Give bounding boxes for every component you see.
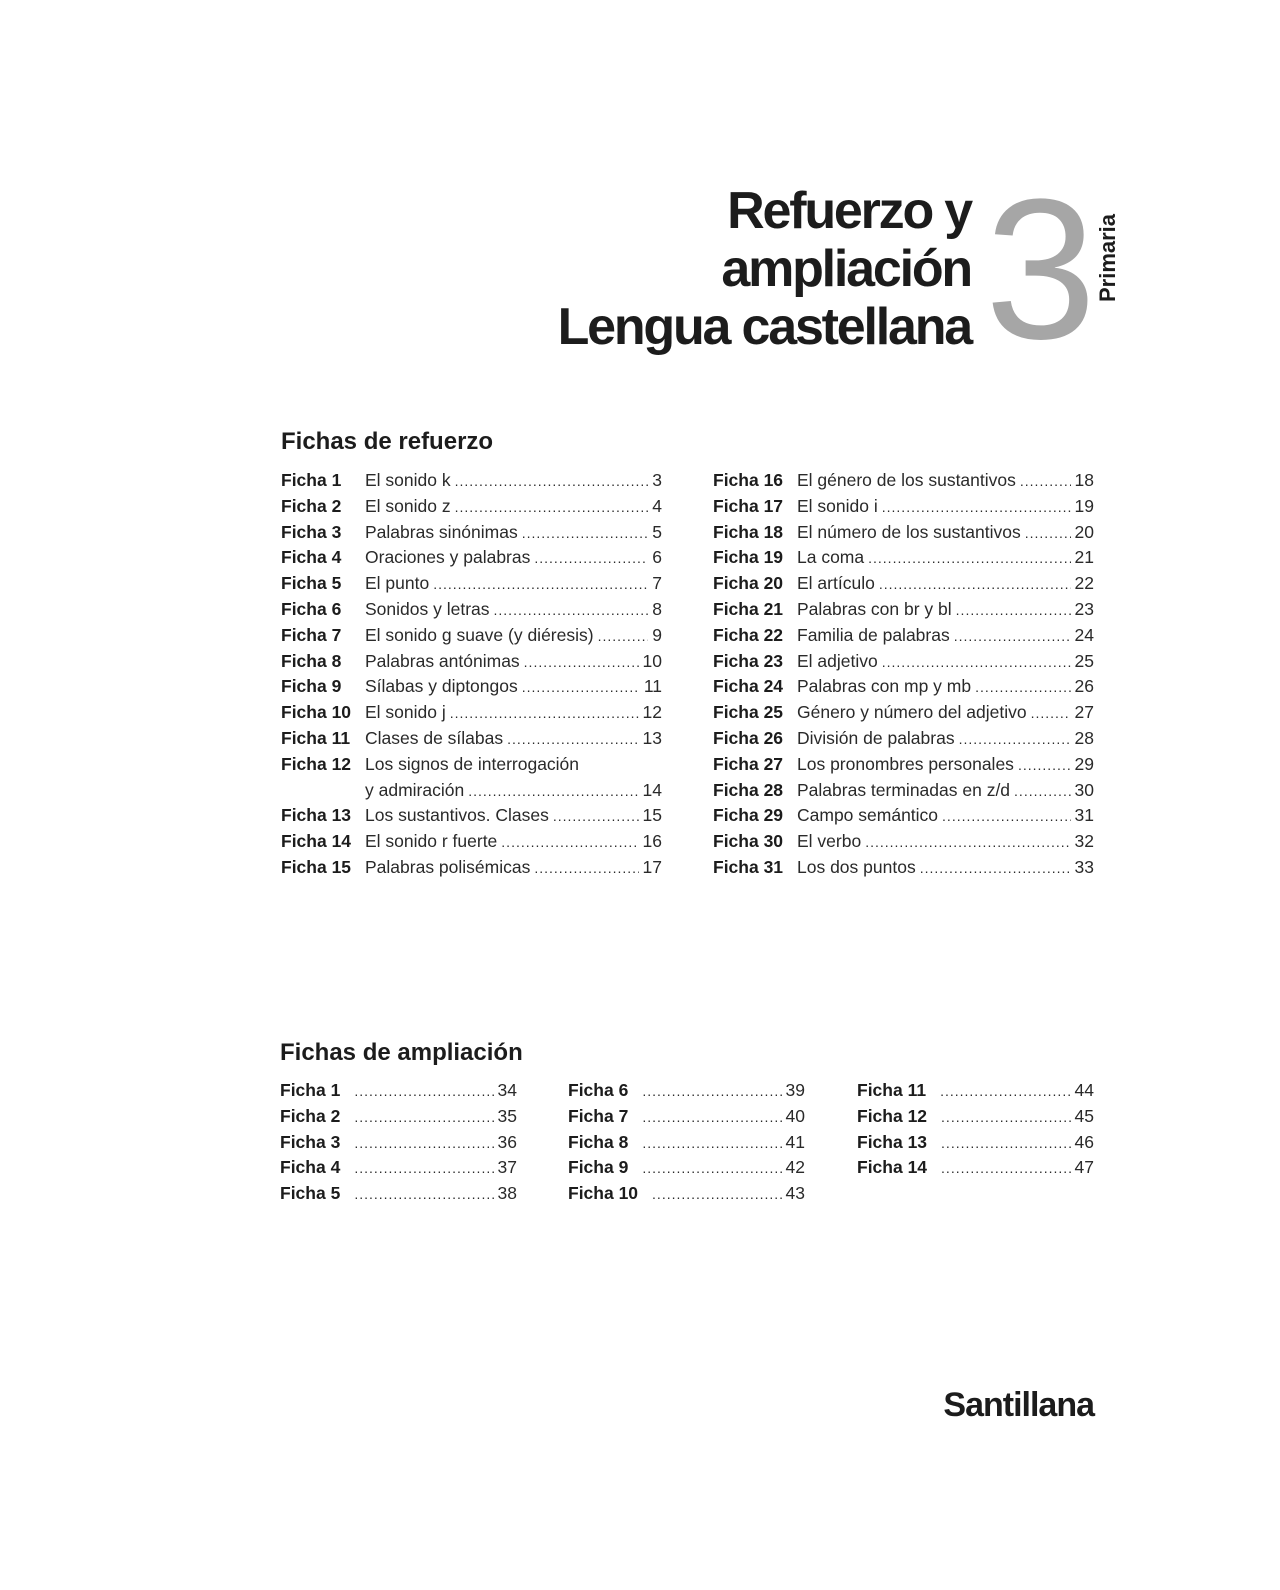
entry-label: Ficha 1 — [280, 1080, 341, 1100]
entry-label: Ficha 29 — [713, 805, 784, 826]
entry-label: Ficha 7 — [568, 1105, 629, 1126]
entry-title: Clases de sílabas — [365, 727, 504, 748]
toc-entry — [281, 623, 662, 649]
toc-entry — [281, 597, 662, 623]
toc-entry — [568, 1155, 805, 1181]
entry-label: Ficha 21 — [713, 598, 784, 619]
entry-label: Ficha 5 — [280, 1183, 341, 1204]
entry-page: 38 — [497, 1183, 517, 1204]
entry-page: 11 — [643, 676, 662, 697]
dot-leader — [1025, 521, 1071, 547]
toc-entry — [857, 1104, 1094, 1130]
entry-label: Ficha 7 — [281, 624, 342, 645]
dot-leader — [354, 1131, 493, 1157]
toc-entry — [713, 752, 1094, 778]
entry-label: Ficha 13 — [857, 1131, 928, 1152]
entry-page: 16 — [642, 831, 662, 852]
toc-entry — [281, 726, 662, 752]
toc-entry — [280, 1104, 517, 1130]
dot-leader — [882, 650, 1071, 676]
dot-leader — [455, 495, 649, 521]
entry-page: 37 — [497, 1157, 517, 1178]
entry-label: Ficha 6 — [568, 1080, 629, 1100]
toc-entry — [713, 545, 1094, 571]
entry-page: 21 — [1074, 547, 1094, 568]
dot-leader — [642, 1156, 781, 1182]
entry-title: Género y número del adjetivo — [797, 702, 1027, 723]
dot-leader — [553, 804, 639, 830]
entry-label: Ficha 16 — [713, 470, 784, 490]
toc-entry — [857, 1155, 1094, 1181]
toc-entry — [568, 1104, 805, 1130]
entry-page: 44 — [1074, 1080, 1094, 1100]
toc-entry — [713, 571, 1094, 597]
entry-title: El sonido i — [797, 495, 878, 516]
toc-entry — [713, 829, 1094, 855]
entry-page: 46 — [1074, 1131, 1094, 1152]
entry-title: Oraciones y palabras — [365, 547, 531, 568]
entry-label: Ficha 4 — [281, 547, 342, 568]
entry-label: Ficha 23 — [713, 650, 784, 671]
entry-title-continuation: y admiración — [365, 779, 465, 800]
entry-page: 24 — [1074, 624, 1094, 645]
toc-entry — [280, 1155, 517, 1181]
entry-title: Palabras con br y bl — [797, 598, 952, 619]
toc-entry — [713, 597, 1094, 623]
toc-entry-continuation — [281, 778, 662, 804]
entry-page: 5 — [652, 521, 662, 542]
dot-leader — [941, 1131, 1070, 1157]
toc-entry — [281, 520, 662, 546]
entry-label: Ficha 10 — [568, 1183, 639, 1204]
entry-page: 10 — [642, 650, 662, 671]
dot-leader — [468, 779, 638, 805]
toc-entry — [281, 649, 662, 675]
dot-leader — [868, 546, 1070, 572]
entry-title: El número de los sustantivos — [797, 521, 1021, 542]
toc-entry — [713, 494, 1094, 520]
dot-leader — [494, 598, 649, 624]
entry-page: 36 — [497, 1131, 517, 1152]
dot-leader — [1018, 753, 1071, 779]
entry-page: 35 — [497, 1105, 517, 1126]
toc-entry — [281, 700, 662, 726]
toc-entry — [857, 1130, 1094, 1156]
entry-title: Palabras antónimas — [365, 650, 520, 671]
toc-entry — [713, 649, 1094, 675]
entry-page: 20 — [1074, 521, 1094, 542]
toc-entry — [713, 468, 1094, 494]
entry-page: 3 — [652, 470, 662, 490]
toc-entry — [280, 1078, 517, 1104]
entry-title: Los sustantivos. Clases — [365, 805, 549, 826]
dot-leader — [354, 1156, 493, 1182]
entry-label: Ficha 1 — [281, 470, 342, 490]
entry-page: 45 — [1074, 1105, 1094, 1126]
toc-entry — [281, 494, 662, 520]
book-title — [411, 182, 971, 356]
entry-page: 28 — [1074, 727, 1094, 748]
toc-entry — [281, 855, 662, 881]
dot-leader — [956, 598, 1071, 624]
entry-label: Ficha 15 — [281, 856, 352, 877]
toc-entry — [281, 829, 662, 855]
entry-label: Ficha 4 — [280, 1157, 341, 1178]
toc-entry — [568, 1181, 805, 1207]
toc-entry — [568, 1130, 805, 1156]
dot-leader — [598, 624, 649, 650]
entry-page: 4 — [652, 495, 662, 516]
dot-leader — [522, 521, 649, 547]
toc-entry — [713, 623, 1094, 649]
toc-entry — [713, 726, 1094, 752]
refuerzo-list-left — [281, 468, 662, 881]
entry-page: 13 — [642, 727, 662, 748]
entry-label: Ficha 20 — [713, 573, 784, 594]
dot-leader — [642, 1079, 781, 1105]
dot-leader — [942, 804, 1070, 830]
entry-label: Ficha 18 — [713, 521, 784, 542]
entry-title: El género de los sustantivos — [797, 470, 1016, 490]
entry-page: 42 — [785, 1157, 805, 1178]
entry-page: 27 — [1074, 702, 1094, 723]
entry-page: 40 — [785, 1105, 805, 1126]
dot-leader — [941, 1105, 1070, 1131]
toc-entry — [281, 803, 662, 829]
entry-label: Ficha 8 — [281, 650, 342, 671]
ampliacion-list-3 — [857, 1078, 1094, 1181]
entry-page: 32 — [1074, 831, 1094, 852]
entry-label: Ficha 30 — [713, 831, 784, 852]
entry-title: Palabras con mp y mb — [797, 676, 972, 697]
entry-page: 47 — [1074, 1157, 1094, 1178]
toc-entry — [281, 674, 662, 700]
entry-title: Palabras sinónimas — [365, 521, 518, 542]
entry-title: El sonido z — [365, 495, 451, 516]
entry-page: 26 — [1074, 676, 1094, 697]
entry-label: Ficha 27 — [713, 753, 784, 774]
toc-entry — [857, 1078, 1094, 1104]
entry-label: Ficha 24 — [713, 676, 784, 697]
entry-title: La coma — [797, 547, 865, 568]
entry-label: Ficha 12 — [281, 753, 352, 774]
entry-page: 30 — [1074, 779, 1094, 800]
dot-leader — [920, 856, 1071, 882]
entry-page: 6 — [652, 547, 662, 568]
toc-entry — [713, 700, 1094, 726]
entry-title: Familia de palabras — [797, 624, 950, 645]
dot-leader — [642, 1105, 781, 1131]
entry-label: Ficha 9 — [568, 1157, 629, 1178]
dot-leader — [1014, 779, 1070, 805]
entry-title: Los signos de interrogación — [365, 753, 580, 774]
dot-leader — [534, 546, 648, 572]
toc-entry — [281, 571, 662, 597]
dot-leader — [524, 650, 639, 676]
dot-leader — [433, 572, 648, 598]
dot-leader — [354, 1105, 493, 1131]
toc-entry — [280, 1130, 517, 1156]
entry-page: 14 — [642, 779, 662, 800]
entry-page: 23 — [1074, 598, 1094, 619]
entry-page: 29 — [1074, 753, 1094, 774]
toc-entry — [281, 752, 662, 778]
entry-label: Ficha 26 — [713, 727, 784, 748]
entry-label: Ficha 11 — [857, 1080, 927, 1100]
entry-page: 17 — [642, 856, 662, 877]
dot-leader — [882, 495, 1071, 521]
ampliacion-list-1 — [280, 1078, 517, 1207]
dot-leader — [959, 727, 1071, 753]
toc-entry — [713, 803, 1094, 829]
dot-leader — [879, 572, 1071, 598]
toc-entry — [713, 520, 1094, 546]
entry-title: Campo semántico — [797, 805, 939, 826]
entry-page: 15 — [642, 805, 662, 826]
dot-leader — [450, 701, 639, 727]
entry-label: Ficha 5 — [281, 573, 342, 594]
entry-page: 31 — [1074, 805, 1094, 826]
entry-page: 12 — [642, 702, 662, 723]
entry-label: Ficha 19 — [713, 547, 784, 568]
entry-title: El sonido r fuerte — [365, 831, 498, 852]
toc-entry — [281, 545, 662, 571]
dot-leader — [954, 624, 1071, 650]
entry-page: 34 — [497, 1080, 517, 1100]
entry-title: Los dos puntos — [797, 856, 916, 877]
dot-leader — [652, 1182, 781, 1208]
entry-label: Ficha 14 — [281, 831, 352, 852]
entry-title: El punto — [365, 573, 430, 594]
entry-title: El sonido j — [365, 702, 446, 723]
entry-label: Ficha 22 — [713, 624, 784, 645]
dot-leader — [865, 830, 1070, 856]
entry-label: Ficha 17 — [713, 495, 784, 516]
dot-leader — [354, 1182, 493, 1208]
entry-label: Ficha 3 — [280, 1131, 341, 1152]
toc-entry — [713, 674, 1094, 700]
refuerzo-heading: Fichas de refuerzo — [281, 428, 494, 455]
entry-title: El adjetivo — [797, 650, 878, 671]
dot-leader — [354, 1079, 493, 1105]
dot-leader — [1020, 469, 1071, 495]
entry-title: Sonidos y letras — [365, 598, 490, 619]
entry-label: Ficha 9 — [281, 676, 342, 697]
dot-leader — [941, 1156, 1070, 1182]
entry-label: Ficha 6 — [281, 598, 342, 619]
entry-page: 39 — [785, 1080, 805, 1100]
book-title-line-1: Refuerzo y — [727, 182, 971, 240]
toc-entry — [713, 855, 1094, 881]
entry-title: Sílabas y diptongos — [365, 676, 518, 697]
entry-page: 19 — [1074, 495, 1094, 516]
refuerzo-list-right — [713, 468, 1094, 881]
entry-title: Los pronombres personales — [797, 753, 1014, 774]
entry-page: 8 — [652, 598, 662, 619]
entry-label: Ficha 8 — [568, 1131, 629, 1152]
entry-title: El sonido g suave (y diéresis) — [365, 624, 594, 645]
toc-entry — [281, 468, 662, 494]
entry-page: 43 — [785, 1183, 805, 1204]
entry-title: El artículo — [797, 573, 875, 594]
entry-page: 25 — [1074, 650, 1094, 671]
entry-label: Ficha 3 — [281, 521, 342, 542]
toc-entry — [280, 1181, 517, 1207]
entry-title: El sonido k — [365, 470, 451, 490]
toc-entry — [568, 1078, 805, 1104]
dot-leader — [455, 469, 649, 495]
dot-leader — [507, 727, 638, 753]
entry-label: Ficha 13 — [281, 805, 352, 826]
dot-leader — [642, 1131, 781, 1157]
book-title-line-3: Lengua castellana — [557, 298, 971, 356]
entry-label: Ficha 11 — [281, 727, 351, 748]
entry-page: 41 — [785, 1131, 805, 1152]
entry-label: Ficha 2 — [281, 495, 342, 516]
dot-leader — [1031, 701, 1071, 727]
toc-entry — [713, 778, 1094, 804]
entry-label: Ficha 28 — [713, 779, 784, 800]
dot-leader — [501, 830, 638, 856]
grade-number: 3 — [985, 158, 1097, 381]
entry-label: Ficha 31 — [713, 856, 784, 877]
entry-label: Ficha 2 — [280, 1105, 341, 1126]
entry-title: El verbo — [797, 831, 862, 852]
entry-page: 22 — [1074, 573, 1094, 594]
ampliacion-list-2 — [568, 1078, 805, 1207]
entry-page: 18 — [1074, 470, 1094, 490]
dot-leader — [975, 675, 1070, 701]
entry-label: Ficha 14 — [857, 1157, 928, 1178]
entry-label: Ficha 10 — [281, 702, 352, 723]
entry-label: Ficha 25 — [713, 702, 784, 723]
entry-title: División de palabras — [797, 727, 955, 748]
dot-leader — [522, 675, 640, 701]
entry-title: Palabras terminadas en z/d — [797, 779, 1011, 800]
book-title-line-2: ampliación — [721, 240, 971, 298]
education-level: Primaria — [1095, 213, 1120, 303]
publisher-logo: Santillana — [943, 1386, 1094, 1424]
ampliacion-heading: Fichas de ampliación — [280, 1039, 523, 1066]
entry-label: Ficha 12 — [857, 1105, 928, 1126]
entry-page: 33 — [1074, 856, 1094, 877]
entry-page: 7 — [652, 573, 662, 594]
entry-page: 9 — [652, 624, 662, 645]
dot-leader — [940, 1079, 1070, 1105]
dot-leader — [534, 856, 638, 882]
entry-title: Palabras polisémicas — [365, 856, 531, 877]
